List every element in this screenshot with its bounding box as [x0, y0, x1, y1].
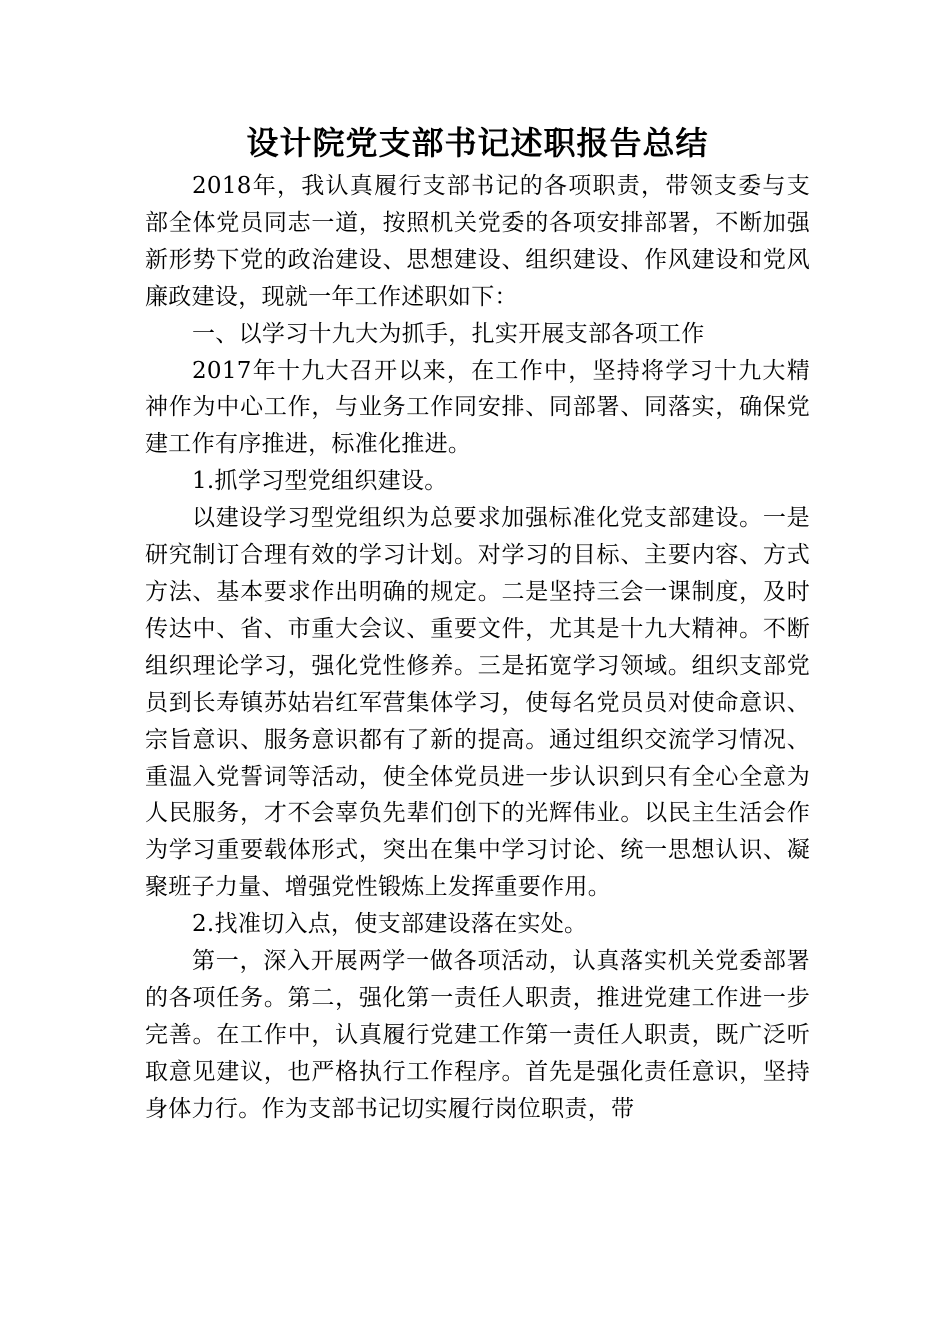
subheading-2: 2.找准切入点，使支部建设落在实处。 — [192, 911, 588, 938]
section-heading-1: 一、以学习十九大为抓手，扎实开展支部各项工作 — [192, 320, 705, 347]
paragraph-implementation: 第一，深入开展两学一做各项活动，认真落实机关党委部署的各项任务。第二，强化第一责任人职责，推进党建工作进一步完善。在工作中，认真履行党建工作第一责任人职责，既广泛听取意见建议，也严格执行工作程序。首先是强化责任意识，坚持身体力行。作为支部书记切实履行岗位职责，带 — [145, 948, 810, 1122]
paragraph-section-1: 2017年十九大召开以来，在工作中，坚持将学习十九大精神作为中心工作，与业务工作同安排、同部署、同落实，确保党建工作有序推进，标准化推进。 — [145, 357, 810, 458]
paragraph-intro: 2018年，我认真履行支部书记的各项职责，带领支委与支部全体党员同志一道，按照机关党委的各项安排部署，不断加强新形势下党的政治建设、思想建设、组织建设、作风建设和党风廉政建设，现就一年工作述职如下： — [145, 173, 810, 310]
document-page — [145, 118, 810, 1128]
paragraph-learning: 以建设学习型党组织为总要求加强标准化党支部建设。一是研究制订合理有效的学习计划。对学习的目标、主要内容、方式方法、基本要求作出明确的规定。二是坚持三会一课制度，及时传达中、省、市重大会议、重要文件，尤其是十九大精神。不断组织理论学习，强化党性修养。三是拓宽学习领域。组织支部党员到长寿镇苏姑岩红军营集体学习，使每名党员员对使命意识、宗旨意识、服务意识都有了新的提高。通过组织交流学习情况、重温入党誓词等活动，使全体党员进一步认识到只有全心全意为人民服务，才不会辜负先辈们创下的光辉伟业。以民主生活会作为学习重要载体形式，突出在集中学习讨论、统一思想认识、凝聚班子力量、增强党性锻炼上发挥重要作用。 — [145, 505, 810, 901]
subheading-1: 1.抓学习型党组织建设。 — [192, 468, 448, 495]
document-title: 设计院党支部书记述职报告总结 — [246, 124, 709, 162]
